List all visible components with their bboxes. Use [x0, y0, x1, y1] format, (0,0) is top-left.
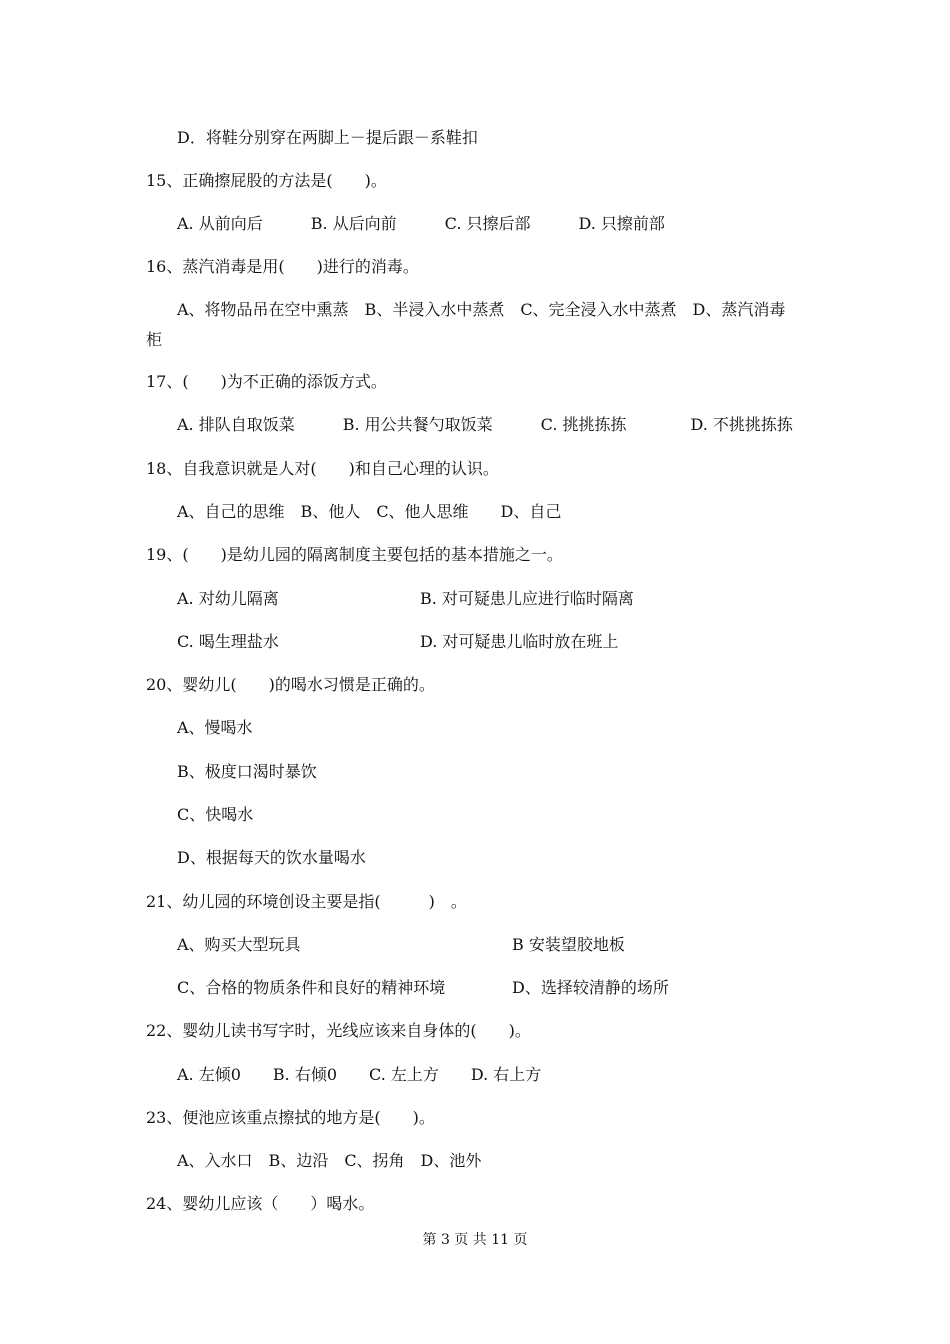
question-24: 24、婴幼儿应该（ ）喝水。: [146, 1194, 375, 1213]
q23-options: A、入水口 B、边沿 C、拐角 D、池外: [177, 1151, 482, 1170]
question-23: 23、便池应该重点擦拭的地方是( )。: [146, 1108, 435, 1127]
q21-option-c: C、合格的物质条件和良好的精神环境: [177, 978, 446, 997]
q16-options-continued: 柜: [146, 330, 163, 349]
q20-option-a: A、慢喝水: [177, 718, 253, 737]
page-number-footer: 第 3 页 共 11 页: [422, 1232, 528, 1248]
q19-option-c: C. 喝生理盐水: [177, 632, 279, 651]
question-20: 20、婴幼儿( )的喝水习惯是正确的。: [146, 675, 435, 694]
q19-option-d: D. 对可疑患儿临时放在班上: [420, 632, 619, 651]
q19-option-a: A. 对幼儿隔离: [177, 589, 279, 608]
question-22: 22、婴幼儿读书写字时，光线应该来自身体的( )。: [146, 1021, 531, 1040]
question-19: 19、( )是幼儿园的隔离制度主要包括的基本措施之一。: [146, 545, 563, 564]
q20-option-d: D、根据每天的饮水量喝水: [177, 848, 366, 867]
q16-options: A、将物品吊在空中熏蒸 B、半浸入水中蒸煮 C、完全浸入水中蒸煮 D、蒸汽消毒: [177, 300, 786, 319]
q22-options: A. 左倾0 B. 右倾0 C. 左上方 D. 右上方: [177, 1065, 542, 1084]
question-18: 18、自我意识就是人对( )和自己心理的认识。: [146, 459, 499, 478]
q20-option-b: B、极度口渴时暴饮: [177, 762, 317, 781]
q21-option-a: A、购买大型玩具: [177, 935, 301, 954]
question-21: 21、幼儿园的环境创设主要是指( ) 。: [146, 892, 467, 911]
q21-option-b: B 安装望胶地板: [512, 935, 625, 954]
question-15: 15、正确擦屁股的方法是( )。: [146, 171, 387, 190]
q17-options: A. 排队自取饭菜 B. 用公共餐勺取饭菜 C. 挑挑拣拣 D. 不挑挑拣拣: [177, 415, 793, 434]
q14-option-d: D．将鞋分别穿在两脚上－提后跟－系鞋扣: [177, 128, 478, 147]
question-16: 16、蒸汽消毒是用( )进行的消毒。: [146, 257, 419, 276]
q15-options: A. 从前向后 B. 从后向前 C. 只擦后部 D. 只擦前部: [177, 214, 665, 233]
question-17: 17、( )为不正确的添饭方式。: [146, 372, 387, 391]
q18-options: A、自己的思维 B、他人 C、他人思维 D、自己: [177, 502, 562, 521]
q21-option-d: D、选择较清静的场所: [512, 978, 669, 997]
q19-option-b: B. 对可疑患儿应进行临时隔离: [420, 589, 634, 608]
q20-option-c: C、快喝水: [177, 805, 254, 824]
